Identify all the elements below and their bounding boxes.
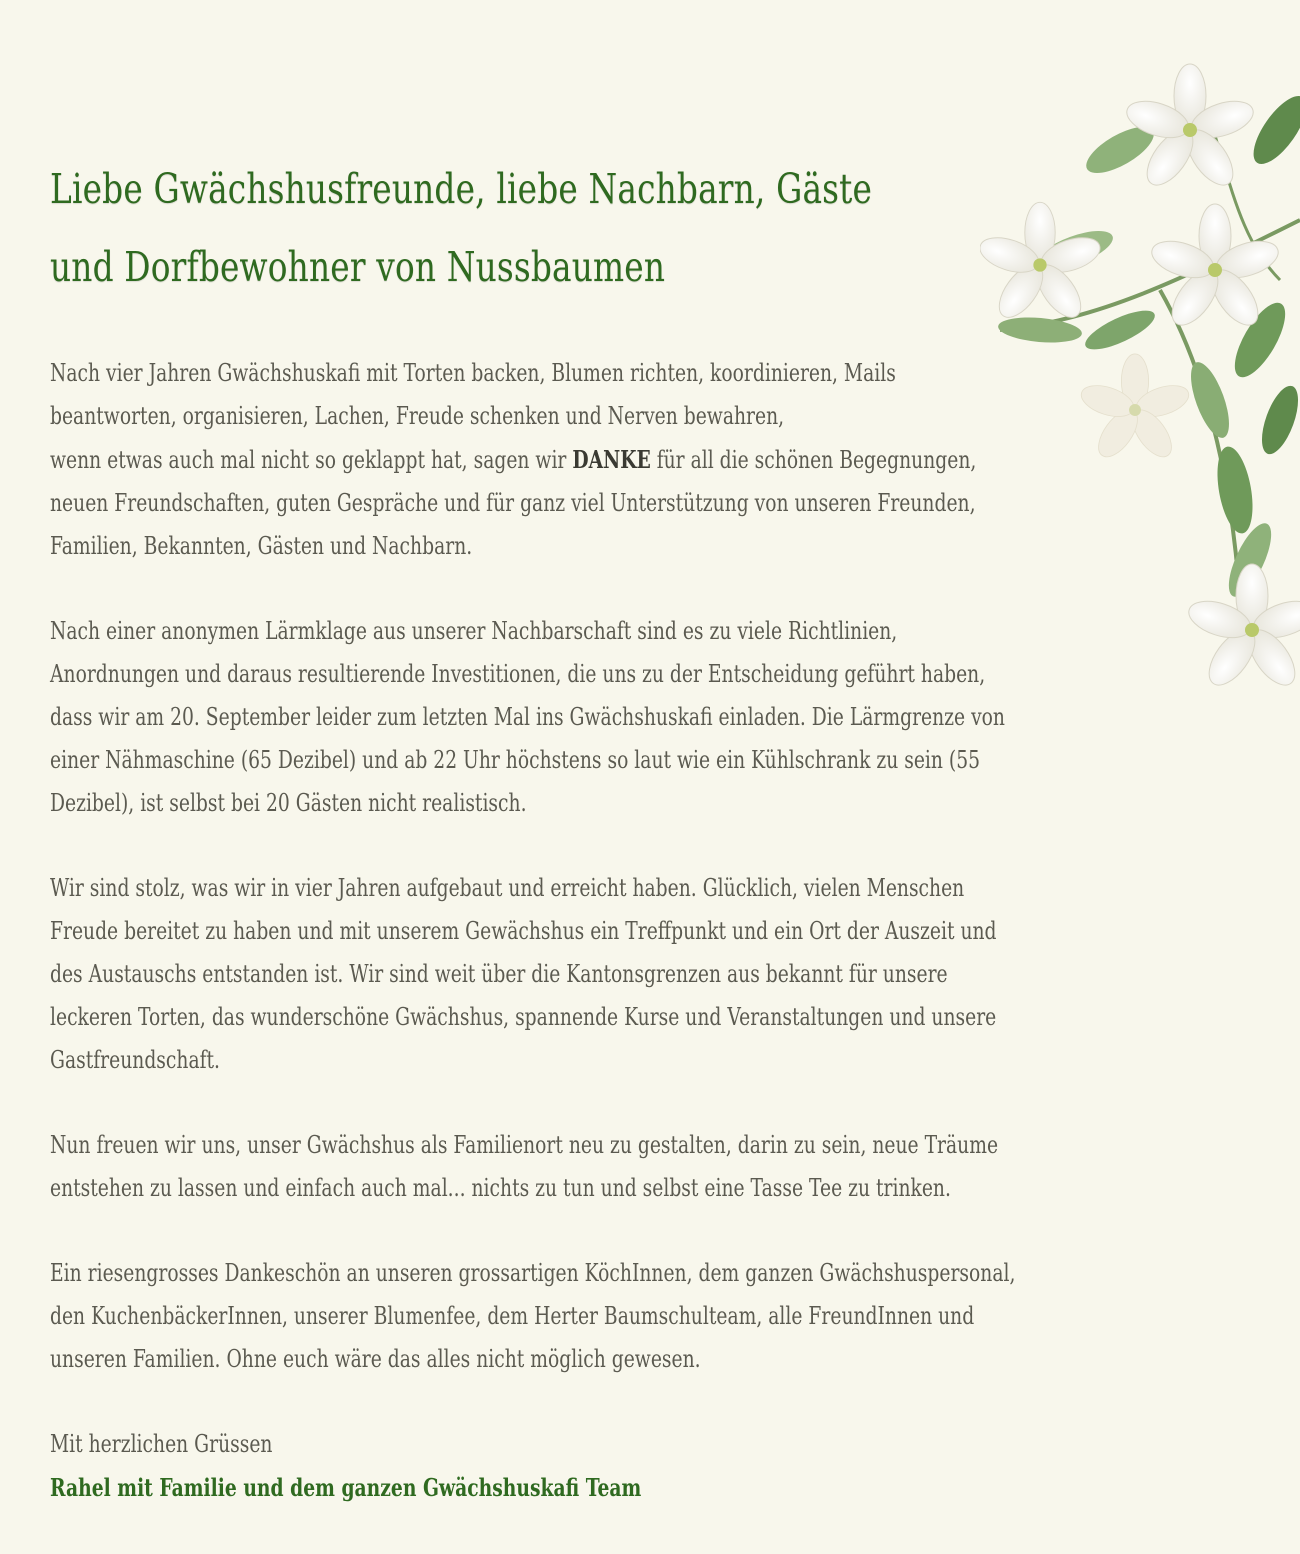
text-line: Gastfreundschaft.	[50, 1046, 221, 1074]
signature: Rahel mit Familie und dem ganzen Gwächshuskafi Team	[50, 1473, 642, 1502]
letter	[50, 150, 1130, 1509]
text-line: Wir sind stolz, was wir in vier Jahren aufgebaut und erreicht haben. Glücklich, vielen Menschen	[50, 874, 965, 902]
text-line	[50, 438, 1130, 482]
text-line: Familien, Bekannten, Gästen und Nachbarn.	[50, 532, 473, 560]
text-line: unseren Familien. Ohne euch wäre das alles nicht möglich gewesen.	[50, 1345, 701, 1373]
headline-line: Liebe Gwächshusfreunde, liebe Nachbarn, Gäste	[50, 165, 873, 213]
letter-headline	[50, 150, 1130, 306]
text-line: Nach einer anonymen Lärmklage aus unserer Nachbarschaft sind es zu viele Richtlinien,	[50, 617, 898, 645]
text-line: den KuchenbäckerInnen, unserer Blumenfee, dem Herter Baumschulteam, alle FreundInnen und	[50, 1302, 975, 1330]
letter-body	[50, 352, 1130, 1509]
text-line: Nach vier Jahren Gwächshuskafi mit Torten backen, Blumen richten, koordinieren, Mails	[50, 359, 896, 387]
greeting: Mit herzlichen Grüssen	[50, 1430, 273, 1458]
text-line: entstehen zu lassen und einfach auch mal... nichts zu tun und selbst eine Tasse Tee zu trinken.	[50, 1174, 951, 1202]
text-line: Ein riesengrosses Dankeschön an unseren grossartigen KöchInnen, dem ganzen Gwächshuspersonal,	[50, 1259, 1016, 1287]
paragraph-thanks	[50, 352, 1130, 568]
letter-closing	[50, 1423, 1130, 1509]
paragraph-noise-complaint	[50, 610, 1130, 825]
text-line: dass wir am 20. September leider zum letzten Mal ins Gwächshuskafi einladen. Die Lärmgrenze von	[50, 703, 1005, 731]
text-line: Dezibel), ist selbst bei 20 Gästen nicht realistisch.	[50, 789, 527, 817]
text-line: neuen Freundschaften, guten Gespräche und für ganz viel Unterstützung von unseren Freunden,	[50, 489, 976, 517]
text-fragment: wenn etwas auch mal nicht so geklappt hat, sagen wir	[50, 446, 573, 474]
text-line: leckeren Torten, das wunderschöne Gwächshus, spannende Kurse und Veranstaltungen und unsere	[50, 1003, 997, 1031]
paragraph-acknowledgements	[50, 1252, 1130, 1381]
text-line: Anordnungen und daraus resultierende Investitionen, die uns zu der Entscheidung geführt haben,	[50, 660, 986, 688]
danke-emphasis: DANKE	[572, 445, 651, 474]
text-line: des Austauschs entstanden ist. Wir sind weit über die Kantonsgrenzen aus bekannt für unsere	[50, 960, 948, 988]
paragraph-future	[50, 1124, 1130, 1210]
headline-line: und Dorfbewohner von Nussbaumen	[50, 243, 666, 291]
text-fragment: für all die schönen Begegnungen,	[650, 446, 977, 474]
text-line: einer Nähmaschine (65 Dezibel) und ab 22 Uhr höchstens so laut wie ein Kühlschrank zu sein (55	[50, 746, 981, 774]
text-line: Nun freuen wir uns, unser Gwächshus als Familienort neu zu gestalten, darin zu sein, neue Träume	[50, 1131, 999, 1159]
text-line: Freude bereitet zu haben und mit unserem Gewächshus ein Treffpunkt und ein Ort der Auszeit und	[50, 917, 997, 945]
paragraph-proud	[50, 867, 1130, 1082]
text-line: beantworten, organisieren, Lachen, Freude schenken und Nerven bewahren,	[50, 402, 785, 430]
